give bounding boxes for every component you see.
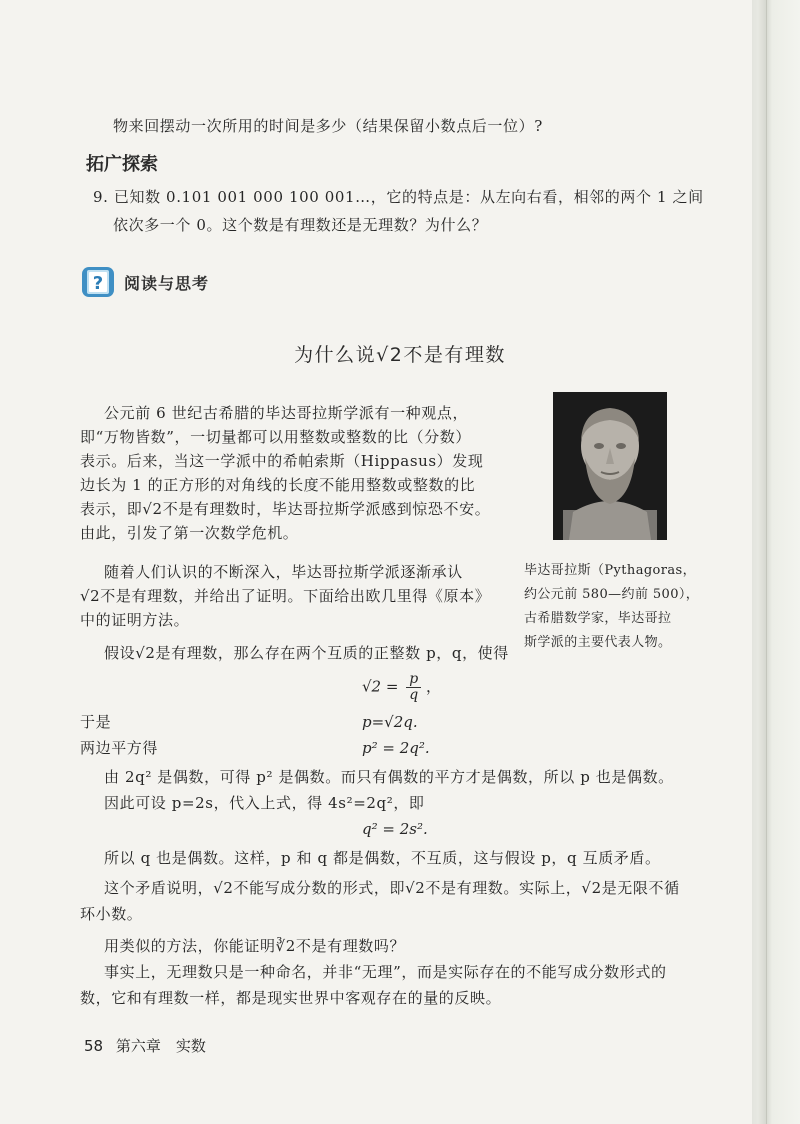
p9-line-2: 数，它和有理数一样，都是现实世界中客观存在的量的反映。 [80,989,502,1007]
equation-3-label: 两边平方得 [80,739,159,757]
p8-line: 用类似的方法，你能证明∛2不是有理数吗？ [104,937,406,955]
caption-line-2: 约公元前 580—约前 500）， [524,587,700,602]
equation-1-fraction [406,672,421,703]
p1-line-4: 边长为 1 的正方形的对角线的长度不能用整数或整数的比 [80,476,476,494]
article-title: 为什么说√2不是有理数 [294,344,506,366]
equation-2: p=√2q. [362,713,418,731]
p6-line: 所以 q 也是偶数。这样，p 和 q 都是偶数，不互质，这与假设 p，q 互质矛盾。 [104,849,661,867]
equation-4: q² = 2s². [362,820,428,838]
p2-line-1: 随着人们认识的不断深入，毕达哥拉斯学派逐渐承认 [104,563,463,581]
fraction-denominator: q [409,687,419,703]
exercise-9-line-1: 9. 已知数 0.101 001 000 100 001…，它的特点是：从左向右看，相邻的两个 1 之间 [93,188,704,206]
equation-1-left: √2 = [362,677,399,696]
svg-text:?: ? [92,273,104,294]
caption-line-1: 毕达哥拉斯（Pythagoras， [524,563,697,578]
p7-line-2: 环小数。 [80,905,143,923]
p4-line: 由 2q² 是偶数，可得 p² 是偶数。而只有偶数的平方才是偶数，所以 p 也是偶数。 [104,768,674,786]
p7-line-1: 这个矛盾说明，√2不能写成分数的形式，即√2不是有理数。实际上，√2是无限不循 [104,879,680,897]
pythagoras-bust-photo [553,392,667,540]
p9-line-1: 事实上，无理数只是一种命名，并非“无理”，而是实际存在的不能写成分数形式的 [104,963,667,981]
p2-line-3: 中的证明方法。 [80,611,190,629]
p2-line-2: √2不是有理数，并给出了证明。下面给出欧几里得《原本》 [80,587,491,605]
reading-banner-label: 阅读与思考 [124,273,210,293]
page-number: 58 [84,1037,104,1055]
section-title: 拓广探索 [86,154,158,175]
p1-line-1: 公元前 6 世纪古希腊的毕达哥拉斯学派有一种观点， [104,404,469,422]
page-footer [84,1036,206,1056]
chapter-title: 第六章 实数 [115,1037,206,1055]
page-edge [752,0,800,1124]
p1-line-2: 即“万物皆数”，一切量都可以用整数或整数的比（分数） [80,428,471,446]
equation-1 [362,672,441,703]
p1-line-3: 表示。后来，当这一学派中的希帕索斯（Hippasus）发现 [80,452,484,470]
reading-banner [80,263,209,301]
equation-3: p² = 2q². [362,739,430,757]
p5-line: 因此可设 p=2s，代入上式，得 4s²=2q²，即 [104,794,425,812]
exercise-9-line-2: 依次多一个 0。这个数是有理数还是无理数？为什么？ [113,216,488,234]
question-book-icon [80,264,116,300]
caption-line-3: 古希腊数学家，毕达哥拉 [524,611,672,626]
equation-1-tail: ， [425,677,441,696]
equation-2-label: 于是 [80,713,112,731]
p3-line: 假设√2是有理数，那么存在两个互质的正整数 p，q，使得 [104,644,509,662]
p1-line-6: 由此，引发了第一次数学危机。 [80,524,299,542]
fraction-numerator: p [406,672,421,688]
caption-line-4: 斯学派的主要代表人物。 [524,635,672,650]
previous-exercise-tail: 物来回摆动一次所用的时间是多少（结果保留小数点后一位）? [113,117,543,135]
p1-line-5: 表示，即√2不是有理数时，毕达哥拉斯学派感到惊恐不安。 [80,500,491,518]
